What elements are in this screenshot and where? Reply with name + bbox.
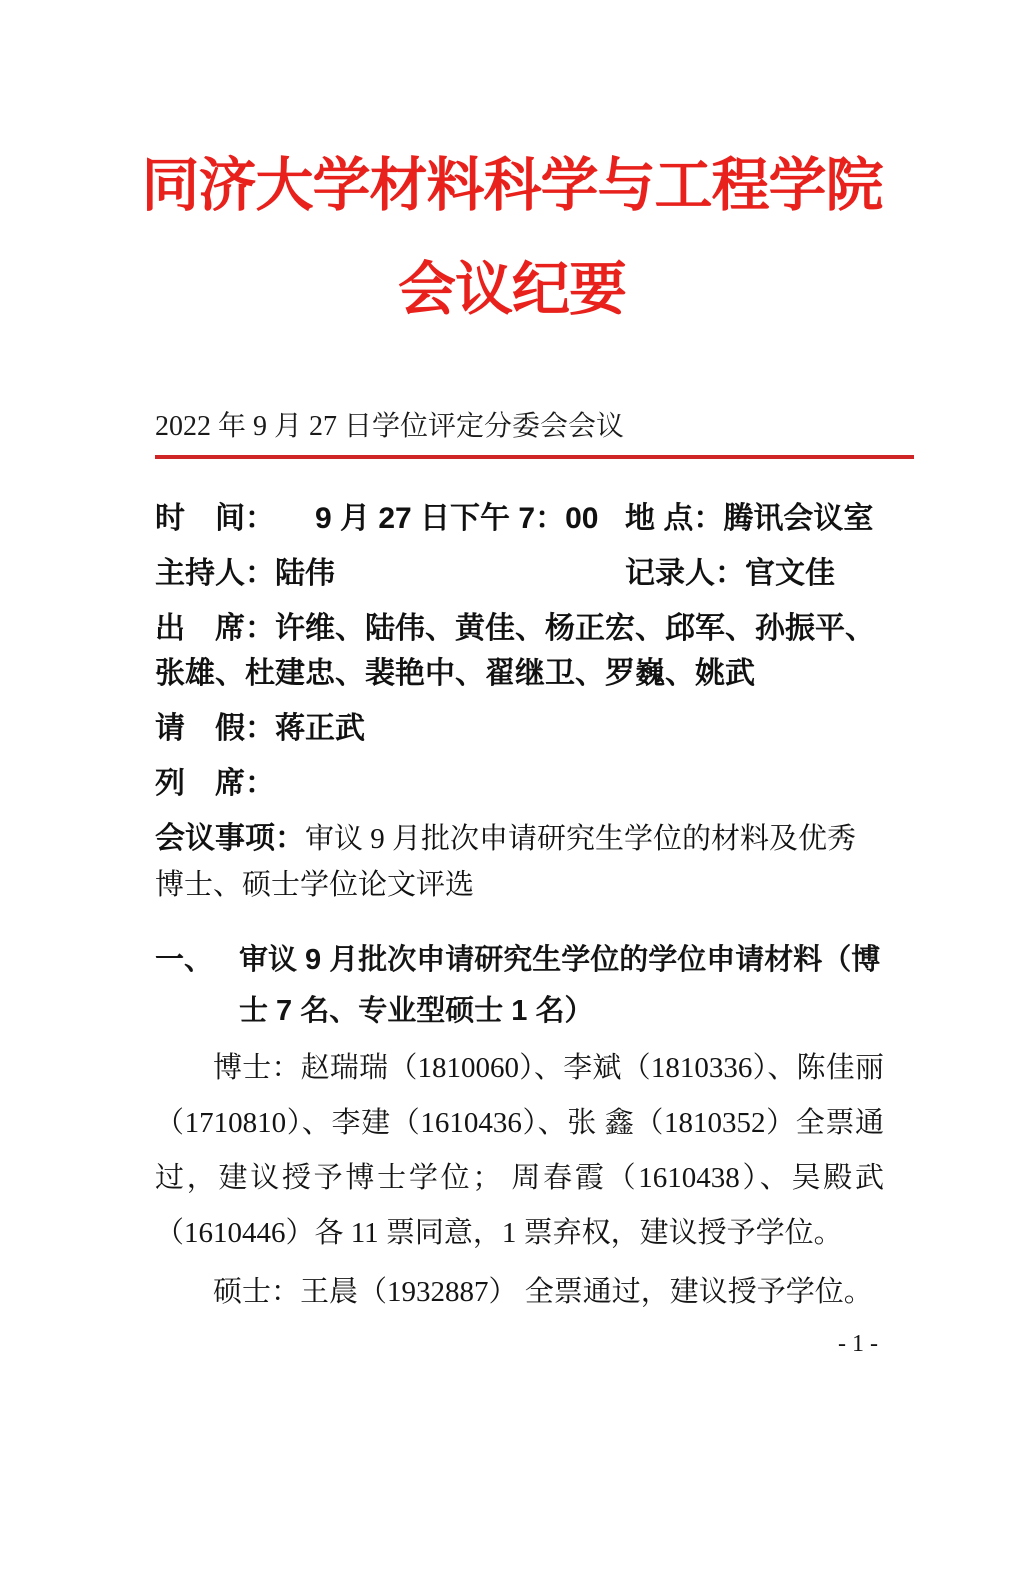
time-label: 时 间： xyxy=(155,502,275,535)
observers-label: 列 席： xyxy=(155,767,275,800)
section-1-paragraph-doctoral: 博士：赵瑞瑞（1810060）、李斌（1810336）、陈佳丽（1710810）、李建（1610436）、张 鑫（1810352）全票通过，建议授予博士学位； 周春霞（1610438）、吴殿武（1610446）各 11 票同意，1 票弃权，建议授予学位。 xyxy=(155,1052,884,1249)
title-line-1: 同济大学材料科学与工程学院 xyxy=(141,153,883,218)
recorder-label: 记录人： xyxy=(625,557,745,590)
attendees-value: 许维、陆伟、黄佳、杨正宏、邱军、孙振平、张雄、杜建忠、裴艳中、翟继卫、罗巍、姚武 xyxy=(155,612,875,690)
leave-value: 蒋正武 xyxy=(275,712,365,745)
place-cell xyxy=(625,496,884,541)
recorder-value: 官文佳 xyxy=(745,557,835,590)
section-1-paragraph-masters: 硕士：王晨（1932887） 全票通过，建议授予学位。 xyxy=(213,1276,873,1308)
meeting-info xyxy=(155,496,884,908)
agenda-row xyxy=(155,816,884,908)
observers-row xyxy=(155,761,884,806)
agenda-value: 审议 9 月批次申请研究生学位的材料及优秀博士、硕士学位论文评选 xyxy=(155,823,857,901)
red-divider-rule xyxy=(155,455,914,459)
time-value: 9 月 27 日下午 7：00 xyxy=(315,502,599,535)
section-1-heading-text: 审议 9 月批次申请研究生学位的学位申请材料（博士 7 名、专业型硕士 1 名） xyxy=(239,944,881,1027)
attendees-row xyxy=(155,606,884,696)
host-cell xyxy=(155,551,625,596)
time-cell xyxy=(155,496,625,541)
place-value: 腾讯会议室 xyxy=(723,502,874,535)
document-page xyxy=(0,134,1024,1582)
document-body xyxy=(155,412,884,1358)
title-line-2: 会议纪要 xyxy=(397,257,626,322)
page-number: - 1 - xyxy=(838,1331,878,1357)
host-label: 主持人： xyxy=(155,557,275,590)
host-value: 陆伟 xyxy=(275,557,335,590)
section-1-heading xyxy=(155,935,884,1037)
info-row-host-recorder xyxy=(155,551,884,596)
attendees-label: 出 席： xyxy=(155,612,275,645)
recorder-cell xyxy=(625,551,884,596)
info-row-time-place xyxy=(155,496,884,541)
section-1-marker: 一、 xyxy=(155,944,214,976)
document-title xyxy=(0,134,1024,342)
leave-row xyxy=(155,706,884,751)
agenda-label: 会议事项： xyxy=(155,822,305,855)
leave-label: 请 假： xyxy=(155,712,275,745)
place-label: 地 点： xyxy=(625,502,724,535)
meeting-subtitle: 2022 年 9 月 27 日学位评定分委会会议 xyxy=(155,411,625,442)
